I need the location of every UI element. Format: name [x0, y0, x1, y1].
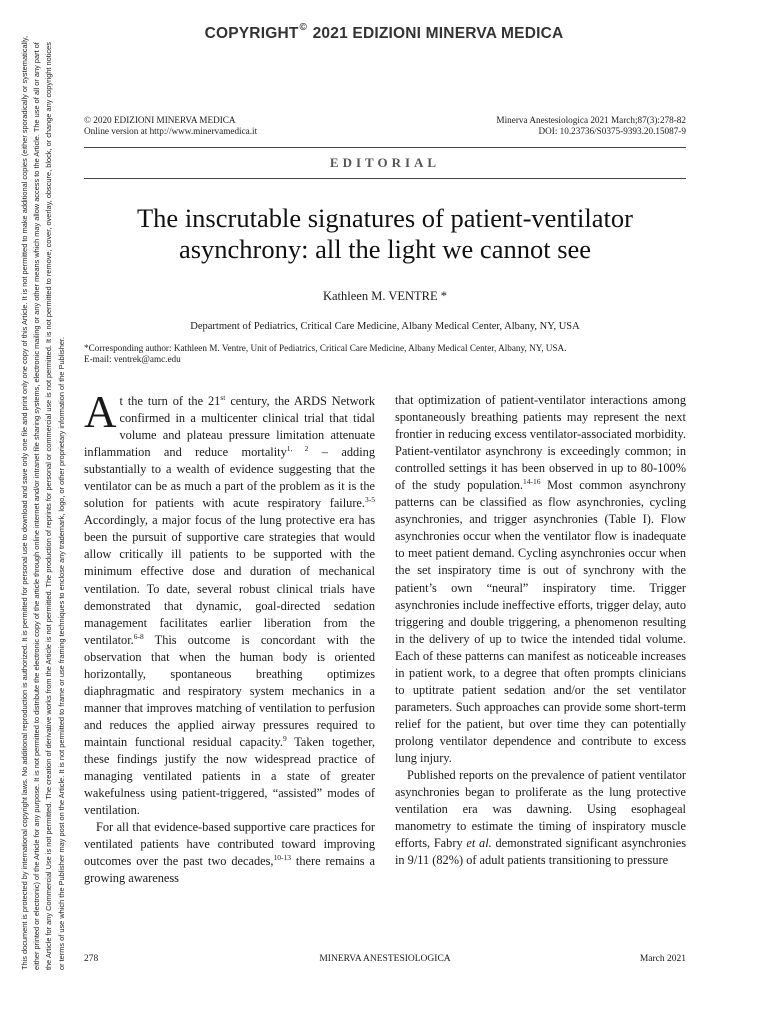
title-line-1: The inscrutable signatures of patient-ventilator: [137, 203, 633, 233]
page-number: 278: [84, 954, 99, 964]
text-run: that optimization of patient-ventilator interactions among spontaneously breathing patients may represent the next frontier in reducing excess ventilator-associated morbidity. Patient-ventilator asynchrony is exceedingly common; in controlled settings it has been observed in up to 80-100% of the study population.: [395, 393, 686, 493]
emphasis: et al.: [466, 836, 492, 851]
paragraph: [84, 387, 375, 819]
text-run: Published reports on the prevalence of patient ventilator asynchronies began to proliferate as the lung protective ventilation era was dawning. Using esophageal manometry to estimate the timing of inspiratory muscle efforts, Fabry: [395, 768, 686, 851]
copyright-symbol: ©: [299, 22, 308, 33]
reference-citation: 14-16: [523, 477, 541, 487]
superscript: st: [220, 393, 226, 402]
text-run: – adding substantially to a wealth of evidence suggesting that the ventilator can be as much a part of the problem as it is the solution for patients with acute respiratory failure.: [84, 445, 375, 511]
copyright-side-notice: This document is protected by international copyright laws. No additional reproduction is authorized. It is permitted for personal use to download and save only one file and print only one copy of this Article. It is not permitted to make additional copies (either sporadically or systematically, either printed or electronic) of the Article for any purpose. It is not permitted to distribute the electronic copy of the article through online internet and/or intranet file sharing systems, electronic mailing or any other means which may allow access to the Article. The use of all or any part of the Article for any Commercial Use is not permitted. The creation of derivative works from the Article is not permitted. The production of reprints for personal or commercial use is not permitted. It is not permitted to remove, cover, overlay, obscure, block, or change any copyright notices or terms of use which the Publisher may post on the Article. It is not permitted to frame or use framing techniques to enclose any trademark, logo, or other proprietary information of the Publisher.: [20, 35, 66, 970]
citation-meta: [496, 115, 686, 137]
copyright-text: COPYRIGHT: [204, 25, 299, 42]
text-run: Accordingly, a major focus of the lung protective era has been the pursuit of supportive care strategies that would allow critically ill patients to be supported with the minimum effective dose and duration of mechanical ventilation. To date, several robust clinical trials have demonstrated that dynamic, goal-directed sedation management facilitates earlier liberation from the ventilator.: [84, 513, 375, 647]
paragraph: [395, 392, 686, 767]
author: Kathleen M. VENTRE *: [322, 289, 448, 303]
doi: DOI: 10.23736/S0375-9393.20.15087-9: [538, 126, 686, 136]
section-rule-top: [84, 147, 686, 148]
text-run: t the turn of the 21: [119, 394, 221, 408]
issue-date: March 2021: [639, 954, 686, 964]
publisher-copyright: © 2020 EDIZIONI MINERVA MEDICA: [84, 115, 236, 125]
copyright-year-publisher: 2021 EDIZIONI MINERVA MEDICA: [308, 25, 564, 42]
text-run: Most common asynchrony patterns can be classified as flow asynchronies, cycling asynchronies, and trigger asynchronies (Table I). Flow asynchronies occur when the ventilator flow is inadequate to meet patient demand. Cycling asynchronies occur when the set inspiratory time is out of synchrony with the patient’s own “neural” inspiratory time. Trigger asynchronies include ineffective efforts, trigger delay, auto triggering and double triggering, a phenomenon resulting in the delivery of up to twice the intended tidal volume. Each of these patterns can manifest as noticeable increases in patient work, to a degree that often prompts clinicians to uptitrate patient sedation and/or the set ventilator parameters. Such approaches can provide some short-term relief for the patient, but over time they can potentially prolong ventilator dependence and contribute to excess lung injury.: [395, 478, 686, 765]
body-column-right: [395, 392, 686, 869]
text-run: This outcome is concordant with the observation that when the human body is oriented horizontally, spontaneous breathing optimizes diaphragmatic and respiratory system mechanics in a manner that improves matching of ventilation to perfusion and reduces the applied airway pressures required to maintain functional residual capacity.: [84, 632, 375, 749]
title-line-2: asynchrony: all the light we cannot see: [178, 234, 592, 264]
reference-citation: 10-13: [273, 853, 291, 863]
corresponding-author: [84, 343, 688, 365]
text-run: there remains a growing awareness: [84, 854, 375, 886]
reference-citation: 3-5: [365, 495, 375, 505]
corresponding-email: E-mail: ventrek@amc.edu: [84, 354, 181, 364]
article-title: [84, 203, 686, 265]
paragraph: [84, 819, 375, 887]
reference-citation: 6-8: [133, 631, 144, 641]
text-run: Taken together, these findings justify the now widespread practice of managing ventilated patients in a state of greater wakefulness using patient-triggered, “assisted” modes of ventilation.: [84, 734, 375, 818]
text-run: For all that evidence-based supportive care practices for ventilated patients have contributed toward improving outcomes over the past two decades,: [84, 820, 375, 869]
paragraph: [395, 767, 686, 869]
text-run: century, the ARDS Network confirmed in a multicenter clinical trial that tidal volume and plateau pressure limitation attenuate inflammation and reduce mortality: [84, 394, 375, 460]
online-version-link: Online version at http://www.minervamedica.it: [84, 126, 258, 136]
footer-journal: MINERVA ANESTESIOLOGICA: [319, 954, 451, 964]
section-rule-bottom: [84, 178, 686, 179]
reference-citation: 9: [282, 733, 287, 743]
affiliation: Department of Pediatrics, Critical Care Medicine, Albany Medical Center, Albany, NY, USA: [190, 321, 580, 332]
corresponding-author-line: *Corresponding author: Kathleen M. Ventre, Unit of Pediatrics, Critical Care Medicine, Albany Medical Center, Albany, NY, USA.: [84, 343, 567, 353]
publisher-meta: [84, 115, 257, 137]
reference-citation: 1, 2: [286, 444, 309, 454]
copyright-banner: [0, 22, 768, 43]
text-run: demonstrated significant asynchronies in 9/11 (82%) of adult patients transitioning to pressure: [395, 836, 686, 868]
body-column-left: [84, 387, 375, 887]
drop-cap: A: [84, 387, 117, 437]
section-label: EDITORIAL: [329, 155, 441, 170]
journal-citation: Minerva Anestesiologica 2021 March;87(3):278-82: [496, 115, 686, 125]
